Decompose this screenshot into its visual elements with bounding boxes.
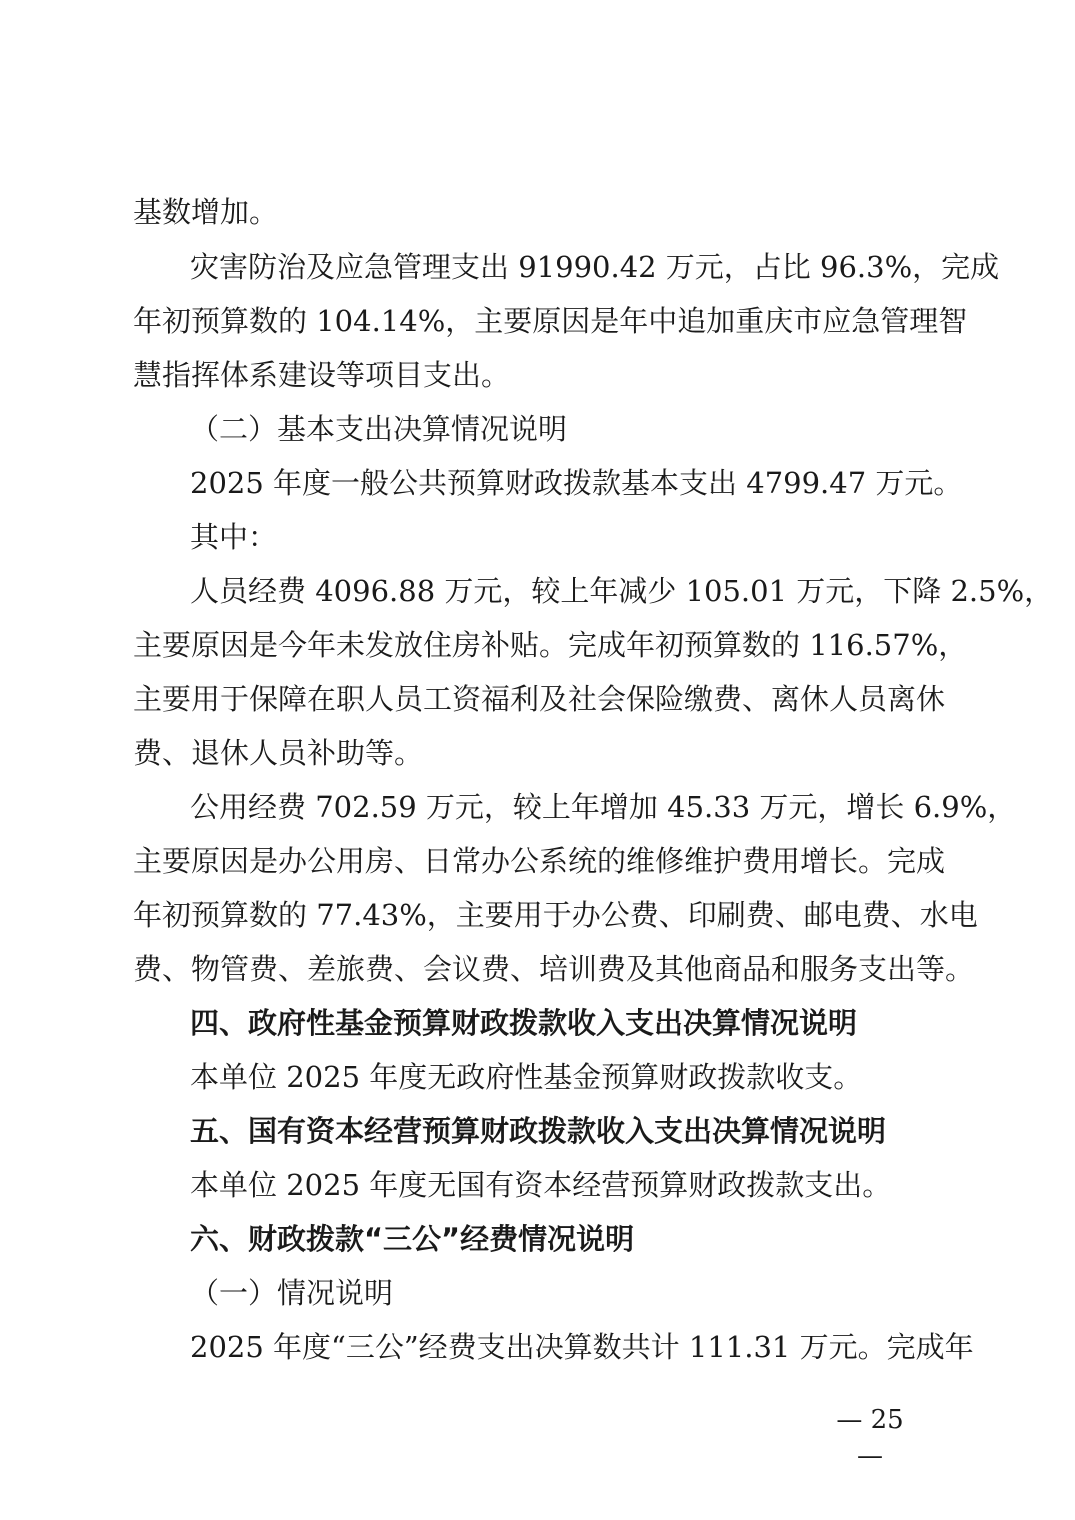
subsection-heading: （二）基本支出决算情况说明 xyxy=(190,412,568,446)
body-text-line: 公用经费 702.59 万元，较上年增加 45.33 万元，增长 6.9%， xyxy=(190,790,1017,824)
section-heading: 四、政府性基金预算财政拨款收入支出决算情况说明 xyxy=(190,1006,858,1040)
body-text-line: 本单位 2025 年度无政府性基金预算财政拨款收支。 xyxy=(190,1060,863,1094)
body-text-line: 费、物管费、差旅费、会议费、培训费及其他商品和服务支出等。 xyxy=(133,952,975,986)
section-heading: 六、财政拨款“三公”经费情况说明 xyxy=(190,1222,635,1256)
body-text-line: 主要原因是今年未发放住房补贴。完成年初预算数的 116.57%， xyxy=(133,628,968,662)
body-text-line: 灾害防治及应急管理支出 91990.42 万元，占比 96.3%，完成 xyxy=(190,250,1000,284)
body-text-line: 本单位 2025 年度无国有资本经营预算财政拨款支出。 xyxy=(190,1168,892,1202)
page-number: — 25 — xyxy=(836,1405,904,1471)
body-text-line: 年初预算数的 77.43%，主要用于办公费、印刷费、邮电费、水电 xyxy=(133,898,978,932)
subsection-heading: （一）情况说明 xyxy=(190,1276,394,1310)
body-text-line: 基数增加。 xyxy=(133,195,279,229)
body-text-line: 其中： xyxy=(190,520,278,554)
body-text-line: 主要用于保障在职人员工资福利及社会保险缴费、离休人员离休 xyxy=(133,682,946,716)
body-text-line: 费、退休人员补助等。 xyxy=(133,736,424,770)
body-text-line: 2025 年度“三公”经费支出决算数共计 111.31 万元。完成年 xyxy=(190,1330,974,1364)
body-text-line: 主要原因是办公用房、日常办公系统的维修维护费用增长。完成 xyxy=(133,844,946,878)
body-text-line: 2025 年度一般公共预算财政拨款基本支出 4799.47 万元。 xyxy=(190,466,963,500)
section-heading: 五、国有资本经营预算财政拨款收入支出决算情况说明 xyxy=(190,1114,887,1148)
body-text-line: 慧指挥体系建设等项目支出。 xyxy=(133,358,511,392)
body-text-line: 年初预算数的 104.14%，主要原因是年中追加重庆市应急管理智 xyxy=(133,304,968,338)
body-text-line: 人员经费 4096.88 万元，较上年减少 105.01 万元，下降 2.5%， xyxy=(190,574,1054,608)
